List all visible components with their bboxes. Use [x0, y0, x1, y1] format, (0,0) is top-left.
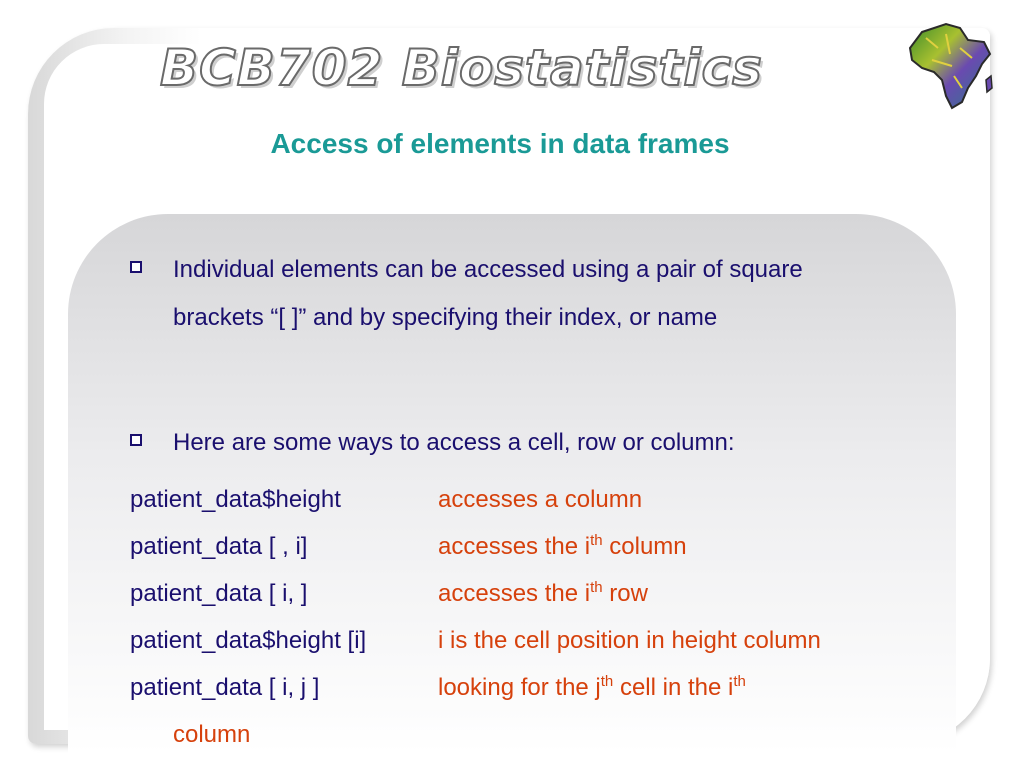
code-description: i is the cell position in height column — [438, 627, 821, 654]
code-description: accesses a column — [438, 486, 643, 513]
code-expression: patient_data$height [i] — [130, 627, 367, 654]
bullet-text: Individual elements can be accessed using a pair of square brackets “[ ]” and by specifying their index, or name — [173, 256, 803, 331]
superscript: th — [590, 532, 603, 549]
code-expression: patient_data [ i, j ] — [130, 674, 320, 701]
description-text: looking for the j — [438, 674, 601, 701]
description-text: accesses the i — [438, 533, 591, 560]
checkbox-bullet-icon — [130, 434, 142, 446]
table-row — [130, 664, 930, 711]
superscript: th — [733, 673, 746, 690]
description-text: cell in the i — [613, 674, 734, 701]
superscript: th — [600, 673, 614, 690]
code-description — [438, 523, 687, 573]
table-row — [130, 476, 930, 523]
bullet-text: Here are some ways to access a cell, row or column: — [173, 429, 735, 456]
code-description — [438, 664, 746, 714]
description-text: row — [602, 580, 648, 607]
code-expression: patient_data$height — [130, 486, 341, 513]
table-row-continuation — [130, 711, 930, 758]
table-row — [130, 523, 930, 570]
superscript: th — [590, 579, 603, 596]
description-text: accesses the i — [438, 580, 591, 607]
table-row — [130, 617, 930, 664]
code-expression: patient_data [ i, ] — [130, 580, 308, 607]
description-text: column — [602, 533, 687, 560]
header-title: BCB702 Biostatistics — [160, 39, 763, 97]
table-row — [130, 570, 930, 617]
checkbox-bullet-icon — [130, 261, 142, 273]
slide-subtitle: Access of elements in data frames — [270, 128, 730, 159]
code-expression: patient_data [ , i] — [130, 533, 308, 560]
access-examples-table — [130, 476, 930, 758]
description-wrap: column — [173, 721, 251, 748]
africa-map-icon — [902, 18, 998, 114]
code-description — [438, 570, 648, 620]
